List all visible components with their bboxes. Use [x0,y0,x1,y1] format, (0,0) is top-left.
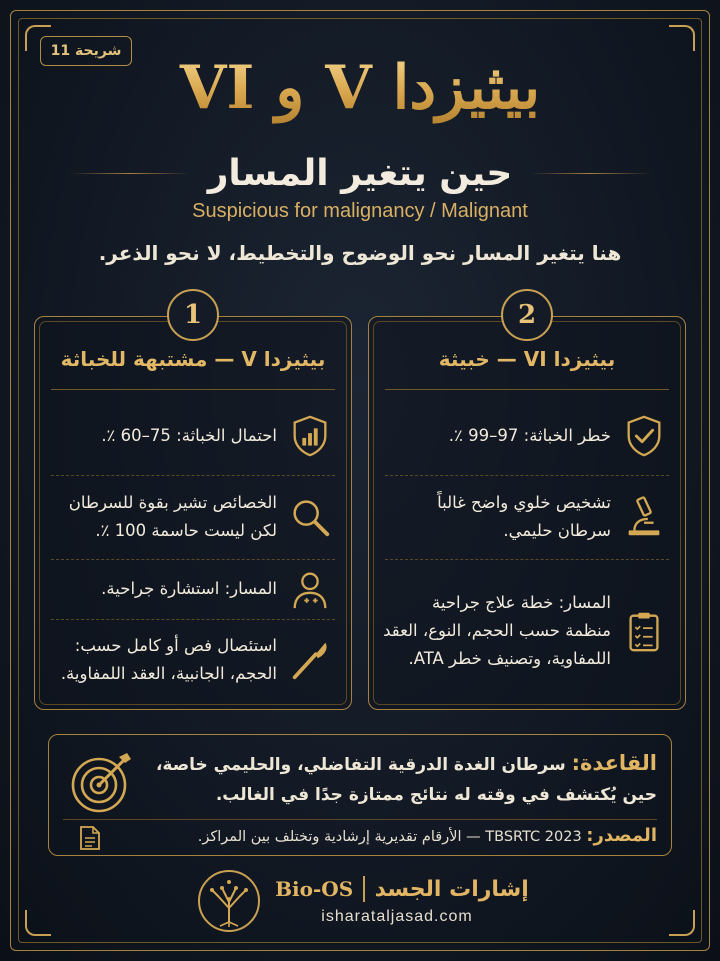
row-text: استئصال فص أو كامل حسب: الحجم، الجانبية، العقد اللمفاوية. [60,636,277,683]
subtitle-divider [530,173,650,174]
card-row [49,561,337,617]
rule-label: القاعدة: [571,751,657,775]
card-bethesda-vi [368,300,686,710]
brand-english: Bio-OS [275,877,354,901]
row-text: تشخيص خلوي واضح غالباً سرطان حليمي. [437,493,611,540]
rule-divider [63,819,657,820]
page-title: بيثيزدا V و VI [0,48,720,128]
card-row [383,401,671,471]
footer [0,868,720,938]
source-label: المصدر: [586,825,657,846]
english-subtitle: Suspicious for malignancy / Malignant [192,200,528,222]
rule-text: سرطان الغدة الدرقية التفاضلي، والحليمي خاصة، [155,755,566,775]
scalpel-icon [283,633,337,687]
rule-line-2: حين يُكتشف في وقته له نتائج ممتازة جدًا في الغالب. [215,785,657,805]
shield-chart-icon [283,409,337,463]
card-row [49,621,337,699]
subtitle-row [0,148,720,198]
brand-arabic: إشارات الجسد [374,876,529,902]
rule-box [48,734,672,856]
card-row [383,563,671,699]
row-divider [51,559,335,560]
target-arrow-icon [67,749,135,817]
card-row [49,477,337,557]
clipboard-icon [617,604,671,658]
card-number: 2 [501,289,553,341]
brand [272,872,532,906]
subtitle: حين يتغير المسار [207,152,513,194]
microscope-icon [617,490,671,544]
card-number: 1 [167,289,219,341]
website-link[interactable]: isharataljasad.com [321,908,473,925]
magnifier-icon [283,490,337,544]
card-title: بيثيزدا V — مشتبهة للخباثة [60,347,326,371]
card-title: بيثيزدا VI — خبيثة [438,347,616,371]
subtitle-divider [70,173,190,174]
document-icon [79,825,101,851]
card-bethesda-v [34,300,352,710]
tree-logo-icon [196,868,262,934]
surgeon-icon [283,562,337,616]
card-divider [51,389,335,390]
row-text: احتمال الخباثة: 75–60 ٪. [101,426,277,445]
shield-check-icon [617,409,671,463]
source-line [125,823,657,850]
source-text: TBSRTC 2023 — الأرقام تقديرية إرشادية وتختلف بين المراكز. [197,829,582,845]
row-divider [51,619,335,620]
card-row [49,401,337,471]
row-divider [385,559,669,560]
tagline: هنا يتغير المسار نحو الوضوح والتخطيط، لا نحو الذعر. [98,241,622,265]
brand-divider [363,876,365,902]
row-text: خطر الخباثة: 97–99 ٪. [448,426,611,445]
card-row [383,477,671,557]
card-divider [385,389,669,390]
row-text: المسار: استشارة جراحية. [101,579,277,598]
row-divider [385,475,669,476]
rule-line-1 [149,749,657,779]
row-text: الخصائص تشير بقوة للسرطان لكن ليست حاسمة 100 ٪. [68,493,277,540]
row-text: المسار: خطة علاج جراحية منظمة حسب الحجم، النوع، العقد اللمفاوية، وتصنيف خطر ATA. [383,593,611,668]
row-divider [51,475,335,476]
